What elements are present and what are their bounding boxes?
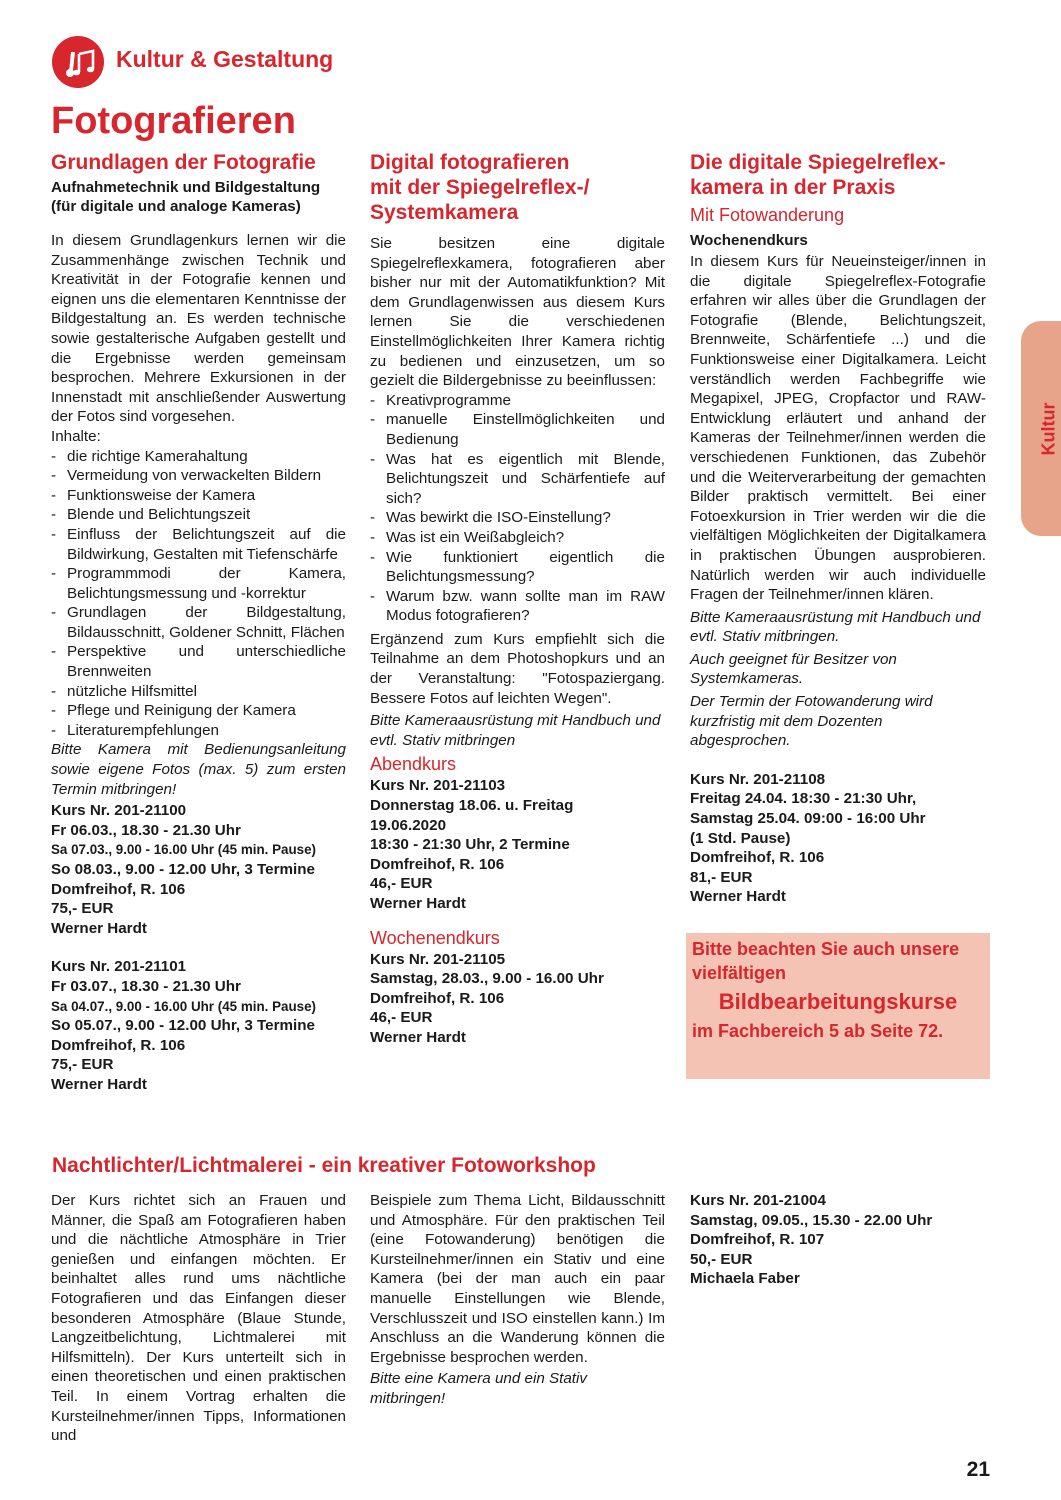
course-number: Kurs Nr. 201-21004 — [690, 1192, 826, 1209]
course-room: Domfreihof, R. 106 — [370, 855, 505, 873]
list-item: - Was hat es eigentlich mit Blende, Belichtungszeit und Schärfentiefe auf sich? — [370, 450, 665, 509]
course-description: In diesem Kurs für Neueinsteiger/innen in die digitale Spiegelreflex-Fotografie erfahren wir alles über die Grundlagen der Fotografie (Blende, Belichtungszeit, Brennweite, Schärfentiefe ...) und die Funktionsweise einer Digitalkamera. Leicht verständlich werden Fachbegriffe wie Megapixel, JPEG, Cropfactor und RAW-Entwicklung erläutert und anhand der Kameras der Teilnehmer/innen werden die verschiedenen Funktionen, das Zubehör und die Weiterverarbeitung der gemachten Bilder praktisch vermittelt. Bei einer Fotoexkursion in Trier werden wir die die vielfältigen Möglichkeiten der Digitalkamera in praktischen Übungen ausprobieren. Natürlich werden wir auch individuelle Fragen der Teilnehmer/innen klären. — [690, 253, 986, 604]
course-note: Bitte Kamera mit Bedienungsanleitung sowie eigene Fotos (max. 5) zum ersten Termin mitbringen! — [51, 741, 346, 798]
course-room: Domfreihof, R. 106 — [690, 849, 825, 867]
course-date: Freitag 24.04. 18:30 - 21:30 Uhr, — [690, 790, 917, 808]
course-info-weekend — [370, 950, 665, 1048]
contents-list — [51, 447, 346, 741]
column-3 — [690, 150, 986, 907]
list-item: - Warum bzw. wann sollte man im RAW Modus fotografieren? — [370, 587, 665, 626]
topics-list — [370, 391, 665, 626]
workshop-column-2 — [370, 1191, 665, 1409]
course-description: In diesem Grundlagenkurs lernen wir die Zusammenhänge zwischen Technik und Kreativität in der Fotografie kennen und eignen uns die elementaren Kenntnisse der Bildgestaltung an. Es werden technische sowie gestalterische Aufgaben gestellt und die Ergebnisse werden gemeinsam besprochen. Mehrere Exkursionen in der Innenstadt mit anschließender Auswertung der Fotos sind vorgesehen. — [51, 232, 346, 426]
course-type-label: Abendkurs — [370, 754, 457, 775]
side-tab — [1021, 321, 1061, 536]
list-item: - Vermeidung von verwackelten Bildern — [51, 466, 346, 486]
course-date: Donnerstag 18.06. u. Freitag — [370, 797, 574, 815]
course-date: Samstag, 28.03., 9.00 - 16.00 Uhr — [370, 970, 604, 988]
course-price: 50,- EUR — [690, 1250, 753, 1268]
list-item: - Grundlagen der Bildgestaltung, Bildausschnitt, Goldener Schnitt, Flächen — [51, 603, 346, 642]
course-date: Fr 06.03., 18.30 - 21.30 Uhr — [51, 821, 241, 839]
course-teacher: Werner Hardt — [51, 1075, 147, 1093]
course-teacher: Werner Hardt — [51, 919, 147, 937]
course-date: Fr 03.07., 18.30 - 21.30 Uhr — [51, 977, 241, 995]
course-note: Bitte Kameraausrüstung mit Handbuch und evtl. Stativ mitbringen. — [690, 608, 981, 646]
workshop-text-2: Beispiele zum Thema Licht, Bildausschnitt und Atmosphäre. Für den praktischen Teil (eine Fotowanderung) benötigen die Kursteilnehmer/innen ein Stativ und eine Kamera (bei der man auch ein paar manuelle Einstellungen wie Blende, Verschlusszeit und ISO einstellen kann.) Im Anschluss an die Wanderung können die Ergebnisse besprochen werden. — [370, 1192, 665, 1366]
list-item: - Kreativprogramme — [370, 391, 665, 411]
list-item: - die richtige Kamerahaltung — [51, 447, 346, 467]
course-type-label: Wochenendkurs — [370, 927, 500, 948]
course-subtitle: Mit Fotowanderung — [690, 205, 845, 225]
course-number: Kurs Nr. 201-21101 — [51, 958, 187, 976]
course-price: 46,- EUR — [370, 875, 433, 893]
course-date: Sa 07.03., 9.00 - 16.00 Uhr (45 min. Pause) — [51, 842, 316, 858]
course-date: Sa 04.07., 9.00 - 16.00 Uhr (45 min. Pause) — [51, 998, 316, 1014]
course-info-1 — [51, 801, 346, 938]
course-teacher: Werner Hardt — [690, 888, 786, 906]
list-item: - Was bewirkt die ISO-Einstellung? — [370, 508, 665, 528]
course-info-2 — [51, 957, 346, 1094]
course-date: 18:30 - 21:30 Uhr, 2 Termine — [370, 836, 570, 854]
info-box — [686, 933, 990, 1079]
course-heading-line: mit der Spiegelreflex-/ — [370, 176, 590, 199]
course-subheading-1: Aufnahmetechnik und Bildgestaltung — [51, 179, 321, 196]
contents-label: Inhalte: — [51, 427, 101, 445]
course-number: Kurs Nr. 201-21108 — [690, 770, 826, 788]
course-number: Kurs Nr. 201-21103 — [370, 777, 506, 795]
list-item: - nützliche Hilfsmittel — [51, 682, 346, 702]
course-info — [690, 770, 986, 907]
course-price: 75,- EUR — [51, 1056, 114, 1074]
course-recommendation: Ergänzend zum Kurs empfiehlt sich die Teilnahme an dem Photoshopkurs und an der Veranstaltung: "Fotospaziergang. Bessere Fotos auf leichten Wegen". — [370, 630, 665, 707]
course-price: 81,- EUR — [690, 868, 753, 886]
column-2 — [370, 150, 665, 1048]
category-icon — [52, 36, 104, 88]
course-note: Auch geeignet für Besitzer von Systemkameras. — [690, 650, 897, 688]
list-item: - Pflege und Reinigung der Kamera — [51, 701, 346, 721]
course-date: Samstag 25.04. 09:00 - 16:00 Uhr — [690, 810, 926, 828]
course-subheading-2: (für digitale und analoge Kameras) — [51, 198, 301, 215]
list-item: - manuelle Einstellmöglichkeiten und Bedienung — [370, 410, 665, 449]
info-box-highlight: Bildbearbeitungskurse — [718, 989, 958, 1014]
course-room: Domfreihof, R. 106 — [370, 989, 505, 1007]
course-date: So 08.03., 9.00 - 12.00 Uhr, 3 Termine — [51, 861, 315, 878]
course-date: Samstag, 09.05., 15.30 - 22.00 Uhr — [690, 1211, 933, 1229]
course-room: Domfreihof, R. 107 — [690, 1231, 825, 1249]
course-heading-line: Systemkamera — [370, 201, 519, 224]
course-heading: Grundlagen der Fotografie — [51, 151, 316, 174]
course-date: So 05.07., 9.00 - 12.00 Uhr, 3 Termine — [51, 1017, 315, 1035]
course-number: Kurs Nr. 201-21105 — [370, 950, 506, 968]
workshop-heading: Nachtlichter/Lichtmalerei - ein kreativer Fotoworkshop — [52, 1154, 596, 1177]
list-item: - Perspektive und unterschiedliche Brennweiten — [51, 642, 346, 681]
list-item: - Blende und Belichtungszeit — [51, 505, 346, 525]
list-item: - Wie funktioniert eigentlich die Belichtungsmessung? — [370, 548, 665, 587]
course-info-evening — [370, 776, 665, 913]
list-item: - Literaturempfehlungen — [51, 721, 346, 741]
list-item: - Einfluss der Belichtungszeit auf die Bildwirkung, Gestalten mit Tiefenschärfe — [51, 525, 346, 564]
workshop-text-1: Der Kurs richtet sich an Frauen und Männer, die Spaß am Fotografieren haben und die nächtliche Atmosphäre in Trier genießen und einfangen möchten. Er beinhaltet alles rund ums nächtliche Fotografieren und das Einfangen dieser besonderen Atmosphäre (Blaue Stunde, Langzeitbelichtung, Lichtmalerei mit Hilfsmitteln). Der Kurs unterteilt sich in einen theoretischen und einen praktischen Teil. In einem Vortrag erhalten die Kursteilnehmer/innen Tipps, Informationen und — [51, 1192, 346, 1445]
course-date: (1 Std. Pause) — [690, 829, 791, 847]
music-icon — [52, 36, 104, 88]
info-box-line: Bitte beachten Sie auch unsere — [692, 939, 960, 959]
side-tab-label: Kultur — [1038, 402, 1059, 456]
list-item: - Was ist ein Weißabgleich? — [370, 528, 665, 548]
course-teacher: Michaela Faber — [690, 1270, 800, 1288]
course-room: Domfreihof, R. 106 — [51, 880, 186, 898]
page-title: Fotografieren — [51, 100, 296, 142]
course-price: 75,- EUR — [51, 900, 114, 918]
course-heading-line: Die digitale Spiegelreflex- — [690, 151, 946, 174]
course-heading-line: Digital fotografieren — [370, 151, 570, 174]
course-number: Kurs Nr. 201-21100 — [51, 802, 187, 820]
section-title: Kultur & Gestaltung — [116, 46, 334, 72]
course-description: Sie besitzen eine digitale Spiegelreflexkamera, fotografieren aber bisher nur mit der Automatikfunktion? Mit dem Grundlagenwissen aus diesem Kurs lernen Sie die verschiedenen Einstellmöglichkeiten Ihrer Kamera richtig zu bedienen und einzusetzen, um so gezielt die Bildergebnisse zu beeinflussen: — [370, 235, 665, 390]
workshop-note: Bitte eine Kamera und ein Stativ mitbringen! — [370, 1370, 587, 1407]
course-price: 46,- EUR — [370, 1009, 433, 1027]
course-teacher: Werner Hardt — [370, 895, 466, 912]
course-note: Der Termin der Fotowanderung wird kurzfristig mit dem Dozenten abgesprochen. — [690, 693, 933, 750]
workshop-course-info — [690, 1191, 986, 1289]
course-date: 19.06.2020 — [370, 816, 447, 834]
course-kind: Wochenendkurs — [690, 232, 808, 249]
info-box-line: im Fachbereich 5 ab Seite 72. — [692, 1021, 944, 1041]
course-room: Domfreihof, R. 106 — [51, 1036, 186, 1054]
course-teacher: Werner Hardt — [370, 1028, 466, 1046]
course-heading-line: kamera in der Praxis — [690, 176, 896, 199]
column-1 — [51, 150, 346, 1095]
info-box-line: vielfältigen — [692, 963, 787, 983]
list-item: - Programmmodi der Kamera, Belichtungsmessung und -korrektur — [51, 564, 346, 603]
list-item: - Funktionsweise der Kamera — [51, 486, 346, 506]
page-number: 21 — [966, 1458, 990, 1481]
course-note: Bitte Kameraausrüstung mit Handbuch und evtl. Stativ mitbringen — [370, 712, 661, 749]
